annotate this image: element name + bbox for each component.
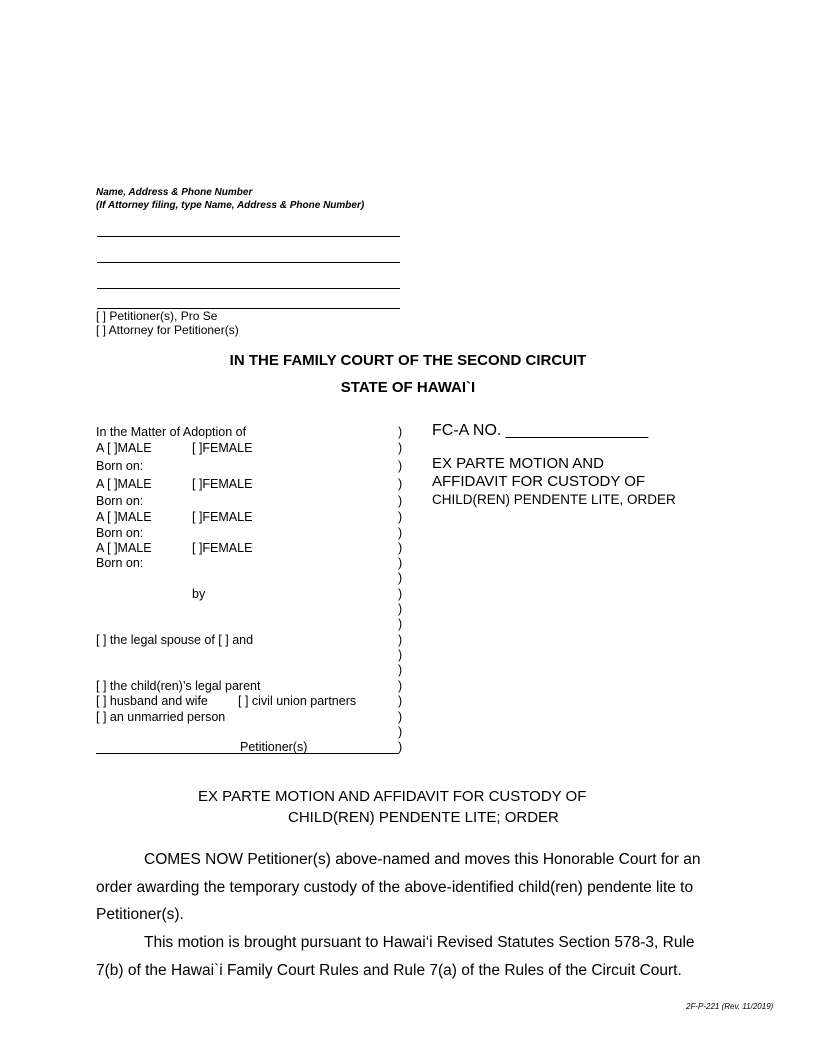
child-2-female[interactable]: [ ]FEMALE [192,477,253,491]
caption-paren: ) [398,663,403,677]
paragraph-2-line-1: This motion is brought pursuant to Hawai‘i Revised Statutes Section 578-3, Rule [144,934,695,951]
caption-paren: ) [398,587,403,601]
court-name: IN THE FAMILY COURT OF THE SECOND CIRCUIT [229,352,587,369]
caption-paren: ) [398,459,403,473]
case-title-line-1: EX PARTE MOTION AND [432,455,604,472]
child-3-female[interactable]: [ ]FEMALE [192,510,253,524]
child-4-male[interactable]: A [ ]MALE [96,541,152,555]
caption-paren: ) [398,494,403,508]
caption-paren: ) [398,526,403,540]
child-3-born: Born on: [96,526,144,540]
caption-paren: ) [398,425,403,439]
caption-paren: ) [398,602,403,616]
paragraph-2-line-2: 7(b) of the Hawai`i Family Court Rules and Rule 7(a) of the Rules of the Circuit Court. [96,962,682,979]
caption-paren: ) [398,510,403,524]
child-4-female[interactable]: [ ]FEMALE [192,541,253,555]
caption-paren: ) [398,694,403,708]
caption-paren: ) [398,617,403,631]
spouse-checkbox-label[interactable]: [ ] the legal spouse of [ ] and [96,633,254,647]
address-line-1[interactable] [97,236,400,237]
court-state: STATE OF HAWAI`I [340,379,476,396]
caption-matter: In the Matter of Adoption of [96,425,247,439]
caption-paren: ) [398,710,403,724]
child-3-male[interactable]: A [ ]MALE [96,510,152,524]
address-line-3[interactable] [97,288,400,289]
child-1-male[interactable]: A [ ]MALE [96,441,152,455]
caption-paren: ) [398,725,403,739]
paragraph-1-line-3: Petitioner(s). [96,906,184,923]
caption-paren: ) [398,633,403,647]
pro-se-checkbox-label[interactable]: [ ] Petitioner(s), Pro Se [96,309,218,323]
unmarried-checkbox-label[interactable]: [ ] an unmarried person [96,710,226,724]
form-number: 2F-P-221 (Rev. 11/2019) [686,1002,774,1011]
caption-paren: ) [398,556,403,570]
case-title-line-2: AFFIDAVIT FOR CUSTODY OF [432,473,646,490]
paragraph-1-line-1: COMES NOW Petitioner(s) above-named and moves this Honorable Court for an [144,851,701,868]
header-label: Name, Address & Phone Number [96,187,253,198]
husband-wife-checkbox-label[interactable]: [ ] husband and wife [96,694,208,708]
legal-parent-checkbox-label[interactable]: [ ] the child(ren)’s legal parent [96,679,261,693]
caption-paren: ) [398,541,403,555]
case-title-line-3: CHILD(REN) PENDENTE LITE, ORDER [432,492,676,507]
case-number-field[interactable]: FC-A NO. ________________ [432,422,649,439]
child-2-born: Born on: [96,494,144,508]
document-title-line-1: EX PARTE MOTION AND AFFIDAVIT FOR CUSTODY OF [198,788,587,805]
child-4-born: Born on: [96,556,144,570]
document-title-line-2: CHILD(REN) PENDENTE LITE; ORDER [288,809,559,826]
civil-union-checkbox-label[interactable]: [ ] civil union partners [238,694,357,708]
paragraph-1-line-2: order awarding the temporary custody of the above-identified child(ren) pendente lite to [96,879,694,896]
caption-paren: ) [398,477,403,491]
caption-paren: ) [398,648,403,662]
petitioners-signature-line [96,753,399,754]
child-1-female[interactable]: [ ]FEMALE [192,441,253,455]
caption-paren: ) [398,740,403,754]
child-1-born: Born on: [96,459,144,473]
caption-paren: ) [398,441,403,455]
attorney-checkbox-label[interactable]: [ ] Attorney for Petitioner(s) [96,323,239,337]
child-2-male[interactable]: A [ ]MALE [96,477,152,491]
caption-by: by [192,587,206,601]
caption-paren: ) [398,571,403,585]
petitioners-label: Petitioner(s) [240,740,308,754]
caption-paren: ) [398,679,403,693]
header-sublabel: (If Attorney filing, type Name, Address & Phone Number) [96,200,365,211]
address-line-2[interactable] [97,262,400,263]
